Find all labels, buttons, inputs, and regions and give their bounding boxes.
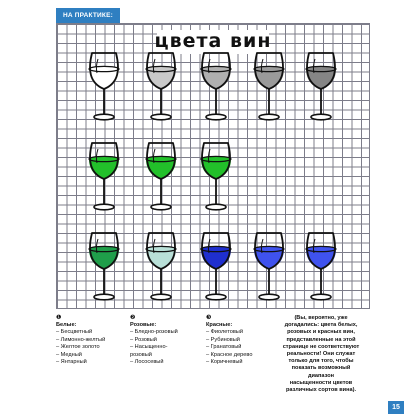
page-title: цвета вин	[154, 30, 272, 52]
list-item: – Бледно-розовый	[130, 329, 178, 336]
glass-base	[151, 294, 171, 300]
wine-glass	[254, 53, 284, 120]
glass-base	[94, 114, 114, 120]
wine-glass	[201, 233, 231, 300]
wine-glasses-illustration	[56, 23, 368, 307]
wine-surface	[89, 156, 119, 161]
list-item: – Фиолетовый	[206, 329, 243, 336]
wine-surface	[89, 246, 119, 251]
glass-base	[311, 294, 331, 300]
list-item: – Янтарный	[56, 359, 87, 366]
explanatory-note: (Вы, вероятно, уже догадались: цвета белых, розовых и красных вин, представленные на этой странице не соответствуют реальности! Они служат только для того, чтобы показать возможный диапазон насыщенности цветов различных сортов вина).	[282, 315, 360, 394]
list-item: – Насыщенно-	[130, 344, 168, 351]
list-item: – Желтое золото	[56, 344, 100, 351]
glass-base	[259, 294, 279, 300]
page-number: 15	[388, 401, 404, 414]
white-wines-column	[56, 315, 105, 366]
wine-surface	[254, 66, 284, 71]
wine-surface	[89, 66, 119, 71]
number-badge-icon: ❷	[130, 315, 136, 321]
glass-base	[151, 204, 171, 210]
wine-surface	[201, 246, 231, 251]
column-heading: Красные:	[206, 322, 233, 328]
wine-glass	[146, 53, 176, 120]
list-item: – Коричневый	[206, 359, 243, 366]
color-lists	[56, 315, 368, 405]
rose-wines-column	[130, 315, 178, 366]
list-item: – Медный	[56, 351, 82, 358]
wine-glass	[89, 143, 119, 210]
list-item: – Рубиновый	[206, 336, 240, 343]
wine-glass	[201, 53, 231, 120]
wine-glass	[89, 233, 119, 300]
glass-base	[94, 294, 114, 300]
column-heading: Белые:	[56, 322, 77, 328]
note-column	[278, 315, 364, 394]
column-heading: Розовые:	[130, 322, 157, 328]
list-item: розовый	[130, 351, 152, 358]
wine-glass	[306, 233, 336, 300]
list-item: – Розовый	[130, 336, 157, 343]
wine-glass	[146, 143, 176, 210]
glass-base	[206, 294, 226, 300]
glass-base	[206, 204, 226, 210]
wine-glass	[146, 233, 176, 300]
wine-surface	[201, 66, 231, 71]
wine-surface	[146, 66, 176, 71]
wine-surface	[254, 246, 284, 251]
wine-surface	[146, 246, 176, 251]
red-wines-column	[206, 315, 252, 366]
wine-surface	[306, 66, 336, 71]
number-badge-icon: ❶	[56, 315, 62, 321]
wine-glass	[201, 143, 231, 210]
wine-glass	[254, 233, 284, 300]
list-item: – Лососевый	[130, 359, 164, 366]
wine-surface	[201, 156, 231, 161]
section-label: НА ПРАКТИКЕ:	[56, 8, 120, 23]
glass-base	[311, 114, 331, 120]
list-item: – Бесцветный	[56, 329, 93, 336]
wine-surface	[146, 156, 176, 161]
list-item: – Красное дерево	[206, 351, 253, 358]
list-item: – Лимонно-желтый	[56, 336, 106, 343]
glass-base	[151, 114, 171, 120]
glass-base	[94, 204, 114, 210]
list-item: – Гранатовый	[206, 344, 242, 351]
wine-glass	[306, 53, 336, 120]
glass-base	[259, 114, 279, 120]
wine-surface	[306, 246, 336, 251]
wine-glass	[89, 53, 119, 120]
glass-base	[206, 114, 226, 120]
number-badge-icon: ❸	[206, 315, 212, 321]
